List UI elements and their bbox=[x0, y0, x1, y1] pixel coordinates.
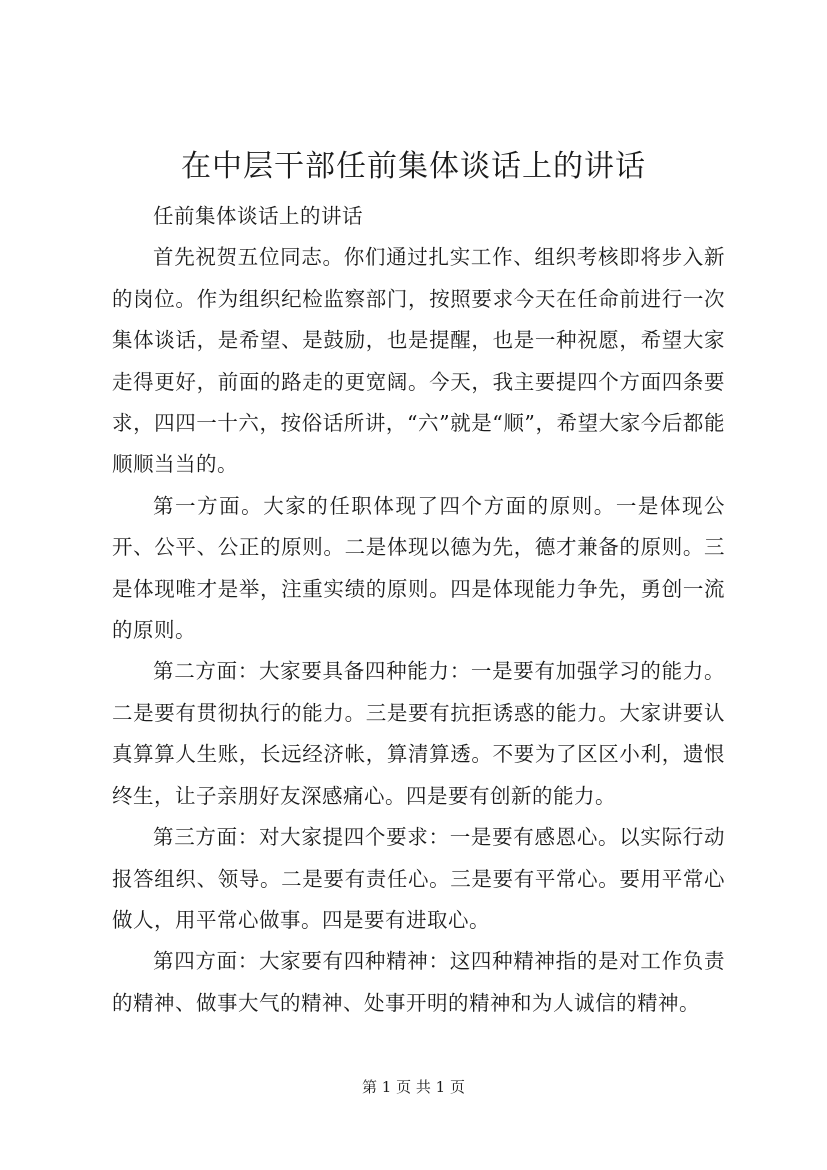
paragraph-first-aspect: 第一方面。大家的任职体现了四个方面的原则。一是体现公开、公平、公正的原则。二是体现以德为先，德才兼备的原则。三是体现唯才是举，注重实绩的原则。四是体现能力争先，勇创一流的原则。 bbox=[112, 493, 725, 643]
paragraph-intro: 首先祝贺五位同志。你们通过扎实工作、组织考核即将步入新的岗位。作为组织纪检监察部门，按照要求今天在任命前进行一次集体谈话，是希望、是鼓励，也是提醒，也是一种祝愿，希望大家走得更好，前面的路走的更宽阔。今天，我主要提四个方面四条要求，四四一十六，按俗话所讲，“六”就是“顺”，希望大家今后都能顺顺当当的。 bbox=[112, 245, 725, 477]
document-body bbox=[112, 196, 725, 1024]
paragraph-fourth-aspect: 第四方面：大家要有四种精神：这四种精神指的是对工作负责的精神、做事大气的精神、处事开明的精神和为人诚信的精神。 bbox=[112, 949, 725, 1015]
paragraph-third-aspect: 第三方面：对大家提四个要求：一是要有感恩心。以实际行动报答组织、领导。二是要有责任心。三是要有平常心。要用平常心做人，用平常心做事。四是要有进取心。 bbox=[112, 825, 725, 932]
paragraph-second-aspect: 第二方面：大家要具备四种能力：一是要有加强学习的能力。二是要有贯彻执行的能力。三是要有抗拒诱惑的能力。大家讲要认真算算人生账，长远经济帐，算清算透。不要为了区区小利，遗恨终生，让子亲朋好友深感痛心。四是要有创新的能力。 bbox=[112, 659, 725, 808]
page-footer: 第 1 页 共 1 页 bbox=[362, 1078, 465, 1096]
document-subtitle: 任前集体谈话上的讲话 bbox=[153, 204, 363, 228]
document-title: 在中层干部任前集体谈话上的讲话 bbox=[181, 149, 646, 184]
